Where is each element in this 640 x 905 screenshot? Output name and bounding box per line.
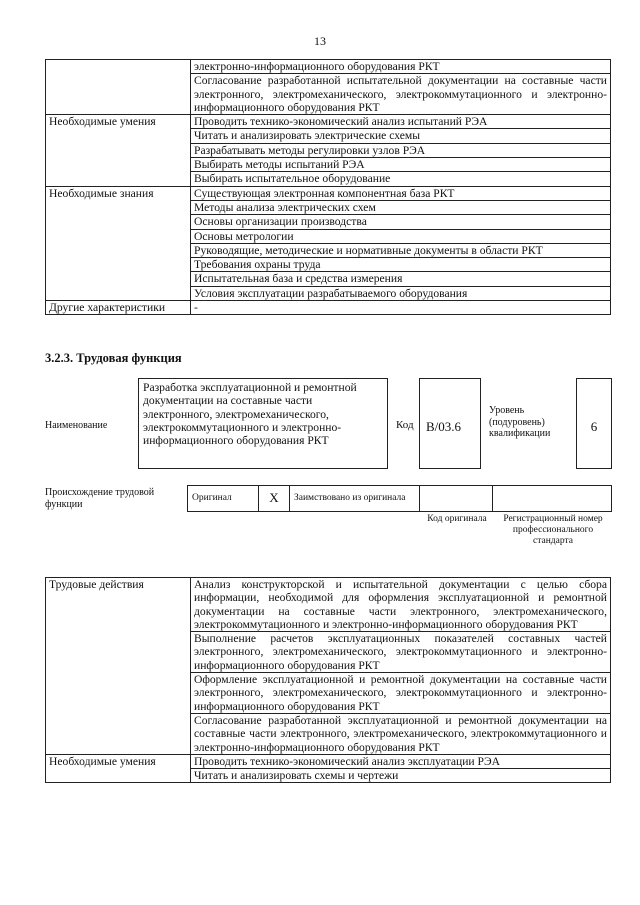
row-text: Основы метрологии [191,229,611,243]
code-value: B/03.6 [426,419,462,434]
labor-actions-table [45,577,611,783]
page-number: 13 [314,34,326,48]
code-box [419,378,481,469]
level-value: 6 [590,419,598,434]
code-original-cell [420,486,493,512]
row-text: Выбирать испытательное оборудование [191,172,611,186]
name-label: Наименование [45,420,108,431]
row-label: Другие характеристики [46,301,191,315]
origin-table [187,485,612,512]
row-text: Существующая электронная компонентная база РКТ [191,186,611,200]
origin-label: Происхождение трудовой функции [45,487,155,510]
row-text: Основы организации производства [191,215,611,229]
code-original-caption: Код оригинала [427,514,487,524]
requirements-table [45,59,611,315]
row-text: Проводить технико-экономический анализ эксплуатации РЭА [191,754,611,768]
row-label: Трудовые действия [46,578,191,755]
row-text: Методы анализа электрических схем [191,200,611,214]
row-label: Необходимые умения [46,115,191,186]
table-row [46,60,611,74]
code-label: Код [396,419,414,431]
table-row [46,754,611,768]
level-box [576,378,612,469]
row-text: Выполнение расчетов эксплуатационных показателей составных частей электронного, электромеханического, электрокоммутационного и электронно-информационного оборудования РКТ [191,632,611,673]
original-label: Оригинал [188,486,259,512]
row-text: Выбирать методы испытаний РЭА [191,158,611,172]
row-text: Читать и анализировать схемы и чертежи [191,769,611,783]
row-text: Испытательная база и средства измерения [191,272,611,286]
row-label [46,60,191,115]
row-text: Условия эксплуатации разрабатываемого оборудования [191,286,611,300]
function-name-box [138,378,388,469]
row-text: Проводить технико-экономический анализ испытаний РЭА [191,115,611,129]
row-text: электронно-информационного оборудования РКТ [191,60,611,74]
row-text: Анализ конструкторской и испытательной документации с целью сбора информации, необходимой для оформления эксплуатационной и ремонтной документации на составные части электронного, электромеханического, электрокоммутационного и электронно-информационного оборудования РКТ [191,578,611,632]
row-label: Необходимые умения [46,754,191,783]
row-text: Согласование разработанной эксплуатационной и ремонтной документации на составные части электронного, электромеханического, электрокоммутационного и электронно-информационного оборудования РКТ [191,713,611,754]
table-row [46,115,611,129]
table-row [46,186,611,200]
table-row [46,301,611,315]
row-text: Разрабатывать методы регулировки узлов РЭА [191,143,611,157]
level-label: Уровень (подуровень) квалификации [489,405,551,439]
section-title: 3.2.3. Трудовая функция [45,351,182,365]
table-row [46,578,611,632]
row-label: Необходимые знания [46,186,191,300]
row-text: Требования охраны труда [191,258,611,272]
row-text: - [191,301,611,315]
function-name-text: Разработка эксплуатационной и ремонтной документации на составные части электронного, электромеханического, электрокоммутационного и электронно-информационного оборудования РКТ [143,381,357,448]
row-text: Читать и анализировать электрические схемы [191,129,611,143]
row-text: Руководящие, методические и нормативные документы в области РКТ [191,243,611,257]
row-text: Оформление эксплуатационной и ремонтной документации на составные части электронного, электромеханического, электрокоммутационного и электронно-информационного оборудования РКТ [191,673,611,714]
original-mark: X [259,486,290,512]
row-text: Согласование разработанной испытательной документации на составные части электронного, электромеханического, электрокоммутационного и электронно-информационного оборудования РКТ [191,74,611,115]
reg-number-cell [493,486,612,512]
reg-number-caption: Регистрационный номер профессионального стандарта [503,514,603,546]
borrowed-label: Заимствовано из оригинала [290,486,420,512]
